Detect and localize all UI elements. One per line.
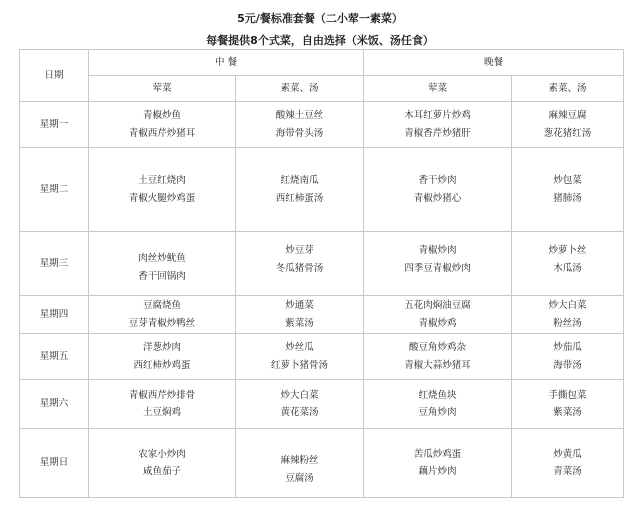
dinner-meat-cell (364, 380, 511, 428)
dish: 手撕包菜 (548, 389, 587, 401)
table-row (20, 429, 624, 498)
lunch-meat-cell (89, 380, 235, 428)
day-cell: 星期五 (20, 334, 89, 380)
lunch-meat-cell (89, 296, 235, 333)
header-row-meals (20, 50, 624, 76)
dish: 紫菜汤 (285, 317, 314, 329)
dinner-veg-cell (512, 429, 623, 497)
dish: 青椒西芹炒猪耳 (128, 127, 196, 139)
dish: 农家小炒肉 (138, 448, 186, 460)
dish: 香干炒肉 (418, 175, 457, 186)
dish: 香干回锅肉 (138, 270, 186, 282)
dinner-veg-cell (512, 380, 623, 428)
lunch-meat-cell (89, 232, 235, 295)
dish: 肉丝炒鱿鱼 (138, 253, 186, 264)
dish: 酸辣土豆丝 (275, 110, 324, 121)
dish: 土豆红烧肉 (138, 175, 186, 186)
dish: 青椒大蒜炒猪耳 (404, 359, 471, 371)
header-dinner: 晚餐 (364, 50, 624, 76)
lunch-veg-cell (236, 429, 363, 497)
header-lunch-veg-soup: 素菜、汤 (236, 76, 364, 102)
dinner-meat-cell (364, 102, 511, 147)
dish: 豆腐烧鱼 (142, 300, 181, 311)
day-cell: 星期三 (20, 232, 89, 296)
dish: 麻辣粉丝 (280, 455, 319, 466)
dinner-meat-cell (364, 296, 511, 333)
header-dinner-meat: 荤菜 (364, 76, 512, 102)
dish: 酸豆角炒鸡杂 (408, 342, 466, 353)
day-cell: 星期一 (20, 102, 89, 148)
dish: 红烧鱼块 (418, 389, 457, 401)
lunch-meat-cell (89, 148, 235, 231)
dish: 土豆焖鸡 (142, 407, 181, 418)
dish: 海带骨头汤 (275, 127, 324, 139)
dish: 炒大白菜 (280, 389, 319, 401)
dish: 五花肉焖油豆腐 (404, 300, 471, 311)
page-subtitle: 每餐提供8个式菜，自由选择（米饭、汤任食） (206, 34, 434, 47)
lunch-veg-cell (236, 296, 363, 333)
dinner-meat-cell (364, 148, 511, 231)
lunch-veg-cell (236, 380, 363, 428)
dish: 青椒炒鸡 (418, 317, 457, 329)
dish: 猪肺汤 (553, 192, 582, 204)
lunch-meat-cell (89, 102, 235, 147)
dinner-veg-cell (512, 232, 623, 295)
header-date: 日期 (20, 50, 89, 102)
dinner-veg-cell (512, 296, 623, 333)
dinner-meat-cell (364, 429, 511, 497)
table-row (20, 232, 624, 296)
dish: 咸鱼茄子 (142, 466, 181, 477)
lunch-veg-cell (236, 102, 363, 147)
header-dinner-veg-soup: 素菜、汤 (512, 76, 624, 102)
day-cell: 星期二 (20, 148, 89, 232)
dish: 藕片炒肉 (418, 466, 457, 477)
dinner-veg-cell (512, 334, 623, 379)
dish: 木瓜汤 (553, 262, 582, 274)
table-row (20, 102, 624, 148)
dinner-veg-cell (512, 148, 623, 231)
dish: 麻辣豆腐 (548, 110, 587, 121)
dish: 粉丝汤 (553, 317, 582, 329)
header-lunch-meat: 荤菜 (89, 76, 236, 102)
day-cell: 星期四 (20, 296, 89, 334)
lunch-veg-cell (236, 148, 363, 231)
dish: 木耳红萝片炒鸡 (404, 110, 471, 121)
lunch-veg-cell (236, 232, 363, 295)
dish: 炒茄瓜 (553, 342, 582, 353)
lunch-meat-cell (89, 334, 235, 379)
table-row (20, 380, 624, 429)
dish: 西红柿炒鸡蛋 (133, 359, 191, 371)
day-cell: 星期日 (20, 429, 89, 498)
dish: 紫菜汤 (553, 407, 582, 418)
table-row (20, 334, 624, 380)
dinner-veg-cell (512, 102, 623, 147)
dish: 苦瓜炒鸡蛋 (413, 448, 462, 460)
dish: 葱花猪红汤 (543, 127, 592, 139)
dish: 炒通菜 (285, 300, 314, 311)
page-title: 5元/餐标准套餐（二小荤一素菜） (237, 12, 403, 25)
dish: 冬瓜猪骨汤 (275, 262, 324, 274)
dish: 青菜汤 (553, 466, 582, 477)
menu-table (19, 49, 624, 498)
table-row (20, 148, 624, 232)
dish: 青椒香芹炒猪肝 (404, 127, 471, 139)
dish: 炒黄瓜 (553, 448, 582, 460)
dish: 豆腐汤 (285, 472, 314, 484)
dish: 青椒西芹炒排骨 (128, 389, 196, 401)
lunch-meat-cell (89, 429, 235, 497)
dish: 炒大白菜 (548, 300, 587, 311)
dish: 豆角炒肉 (418, 407, 457, 418)
dish: 炒萝卜丝 (548, 245, 587, 256)
dish: 四季豆青椒炒肉 (404, 262, 471, 274)
lunch-veg-cell (236, 334, 363, 379)
dinner-meat-cell (364, 232, 511, 295)
header-lunch: 中 餐 (89, 50, 364, 76)
dish: 西红柿蛋汤 (275, 192, 324, 204)
dish: 青椒炒猪心 (413, 192, 462, 204)
dinner-meat-cell (364, 334, 511, 379)
dish: 黄花菜汤 (280, 407, 319, 418)
dish: 豆芽青椒炒鸭丝 (128, 317, 196, 329)
header-row-categories (20, 76, 624, 102)
dish: 洋葱炒肉 (142, 342, 181, 353)
dish: 红萝卜猪骨汤 (270, 359, 328, 371)
dish: 海带汤 (553, 359, 582, 371)
day-cell: 星期六 (20, 380, 89, 429)
dish: 炒丝瓜 (285, 342, 314, 353)
table-row (20, 296, 624, 334)
dish: 红烧南瓜 (280, 175, 319, 186)
dish: 炒包菜 (553, 175, 582, 186)
dish: 炒豆芽 (285, 245, 314, 256)
dish: 青椒火腿炒鸡蛋 (128, 192, 196, 204)
dish: 青椒炒肉 (418, 245, 457, 256)
dish: 青椒炒鱼 (142, 110, 181, 121)
